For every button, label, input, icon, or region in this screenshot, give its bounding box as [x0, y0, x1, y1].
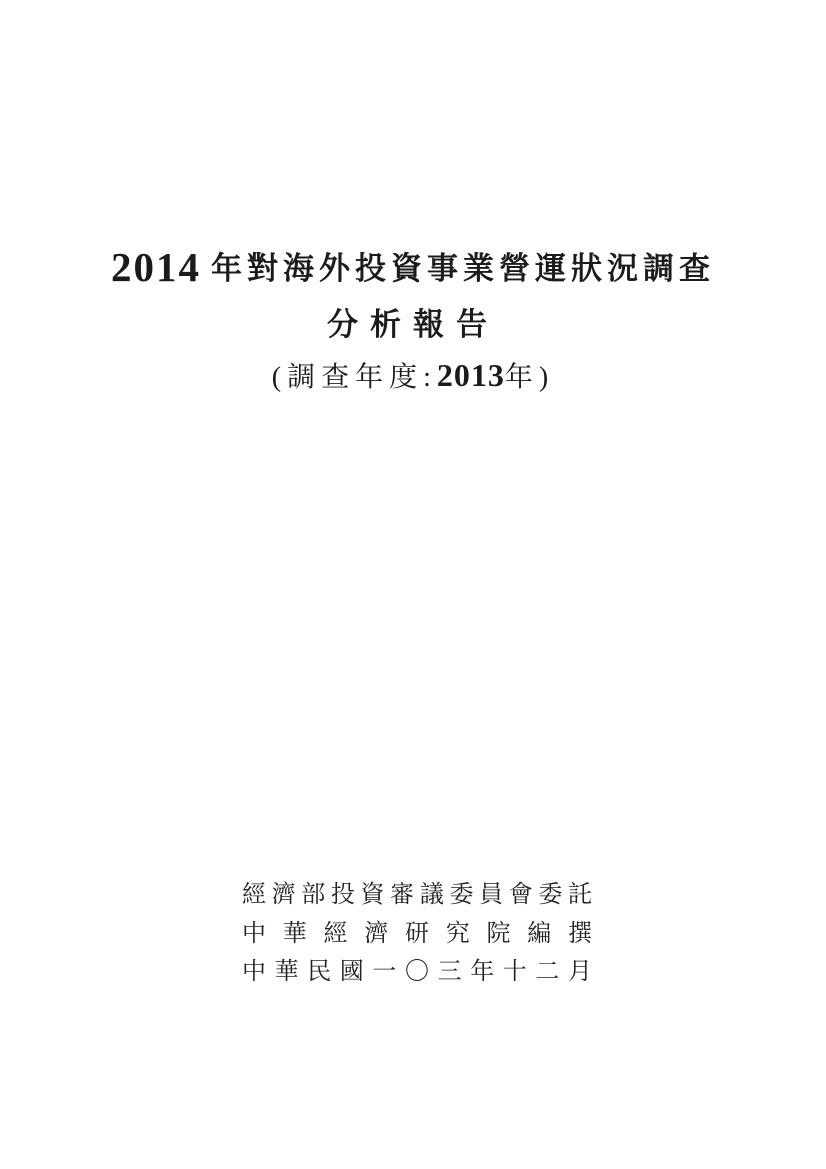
report-title-line2: 分析報告 [327, 307, 499, 342]
commissioner-line: 經濟部投資審議委員會委託 [242, 882, 592, 908]
report-title-text: 年對海外投資事業營運狀況調查 [211, 251, 715, 286]
survey-year-value: 2013 [436, 357, 505, 393]
survey-year-subtitle [0, 355, 826, 395]
survey-year-prefix: (調查年度: [271, 362, 437, 393]
report-title-year: 2014 [111, 244, 201, 290]
report-title-line1 [0, 243, 826, 291]
publication-date-line: 中華民國一〇三年十二月 [242, 959, 592, 985]
author-institute-line: 中華經濟研究院編撰 [242, 921, 592, 947]
survey-year-suffix: 年) [504, 362, 555, 393]
